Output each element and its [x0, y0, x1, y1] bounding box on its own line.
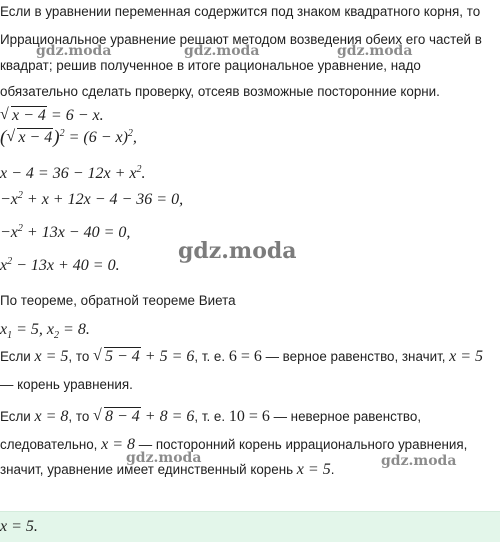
watermark: gdz.moda: [126, 450, 202, 466]
intro-line-1: Если в уравнении переменная содержится под знаком квадратного корня, то: [0, 4, 481, 19]
equation-3: $x - 4 = 36 - 12x + x^2$.: [0, 164, 146, 182]
equation-5: $-x^2 + 13x - 40 = 0$,: [0, 223, 131, 241]
watermark: gdz.moda: [381, 453, 457, 469]
equation-6: $x^2 - 13x + 40 = 0$.: [0, 256, 120, 274]
check-1-line-2: — корень уравнения.: [0, 377, 133, 392]
answer-text: x = 5.: [0, 518, 38, 535]
intro-line-3: квадрат; решив полученное в итоге рациональное уравнение, надо: [0, 58, 421, 73]
check-2-line-3: значит, уравнение имеет единственный корень x = 5.: [0, 461, 335, 478]
equation-1: √ x − 4 = 6 − x.: [0, 106, 104, 126]
sqrt-symbol: √ x − 4: [0, 106, 47, 126]
sqrt-symbol: √ 5 − 4: [93, 347, 141, 367]
intro-line-2: Иррациональное уравнение решают методом возведения обеих его частей в: [0, 32, 482, 47]
intro-line-4: обязательно сделать проверку, отсеяв возможные посторонние корни.: [0, 84, 440, 99]
check-2-line-2: следовательно, x = 8 — посторонний корень иррационального уравнения,: [0, 436, 468, 453]
check-2-line-1: Если x = 8, то √ 8 − 4 + 8 = 6, т. е. 10 = 6 — неверное равенство,: [0, 407, 421, 427]
watermark: gdz.moda: [184, 43, 260, 59]
watermark: gdz.moda: [178, 238, 297, 264]
vieta-roots: $x_1 = 5$, $x_2 = 8$.: [0, 321, 90, 341]
watermark: gdz.moda: [337, 43, 413, 59]
watermark: gdz.moda: [36, 43, 112, 59]
vieta-text: По теореме, обратной теореме Виета: [0, 293, 236, 308]
sqrt-symbol: √ x − 4: [6, 128, 53, 148]
equation-4: $-x^2 + x + 12x - 4 - 36 = 0$,: [0, 190, 184, 208]
answer-box: [0, 511, 500, 542]
sqrt-symbol: √ 8 − 4: [93, 407, 141, 427]
equation-2: (√ $x - 4)^2 = (6 - x)^2$,: [0, 128, 137, 148]
check-1-line-1: Если x = 5, то √ 5 − 4 + 5 = 6, т. е. 6 = 6 — верное равенство, значит, x = 5: [0, 347, 483, 367]
